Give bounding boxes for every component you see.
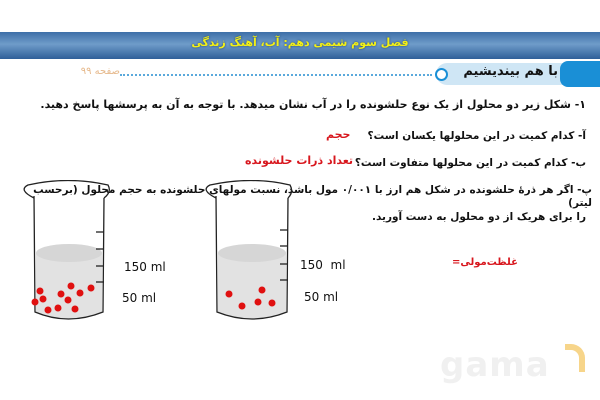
particle	[65, 297, 72, 304]
question-c-line2: را برای هریک از دو محلول به دست آورید.	[371, 211, 586, 223]
beakers-figure	[0, 180, 320, 325]
particle	[72, 306, 79, 313]
particle	[58, 291, 65, 298]
chapter-title: فصل سوم شیمی دهم: آب، آهنگ زندگی	[191, 36, 409, 49]
question-intro: ۱- شکل زیر دو محلول از یک نوع حلشونده را در آب نشان میدهد. با توجه به آن به پرسشها پاسخ دهید.	[40, 98, 586, 111]
particle	[55, 305, 62, 312]
answer-c: غلظت‌مولی=	[452, 257, 518, 268]
question-a: آ- کدام کمیت در این محلولها یکسان است؟	[367, 130, 586, 142]
dotted-divider	[120, 74, 432, 76]
question-c-line1: پ- اگر هر ذرهٔ حلشونده در شکل هم ارز با ۰/۰۰۱ مول باشد، نسبت مولهای حلشونده به حجم محلول (برحسب لیتر)	[33, 184, 592, 209]
particle	[77, 290, 84, 297]
beaker-right-50-label: 50 ml	[304, 290, 339, 304]
beaker-left-150-label: 150 ml	[124, 260, 166, 274]
section-tab	[560, 61, 600, 87]
watermark-logo	[440, 345, 550, 385]
beaker-left-50-label: 50 ml	[122, 291, 157, 305]
beaker-right	[206, 181, 291, 320]
particle	[45, 307, 52, 314]
particle	[239, 303, 246, 310]
particle	[37, 288, 44, 295]
watermark-arc-icon	[565, 344, 585, 372]
page-number: صفحه ۹۹	[80, 66, 120, 77]
answer-b: تعداد ذرات حلشونده	[245, 154, 354, 167]
particle	[68, 283, 75, 290]
particle	[259, 287, 266, 294]
question-b: ب- کدام کمیت در این محلولها متفاوت است؟	[354, 157, 586, 169]
particle	[40, 296, 47, 303]
particle	[255, 299, 262, 306]
particle	[226, 291, 233, 298]
answer-a: حجم	[326, 128, 351, 141]
particle	[88, 285, 95, 292]
particle	[269, 300, 276, 307]
section-title: با هم بیندیشیم	[463, 64, 558, 79]
particle	[32, 299, 39, 306]
circle-icon	[435, 68, 448, 81]
beaker-right-150-label: 150 ml	[300, 258, 346, 272]
watermark-text: gama	[440, 345, 550, 385]
